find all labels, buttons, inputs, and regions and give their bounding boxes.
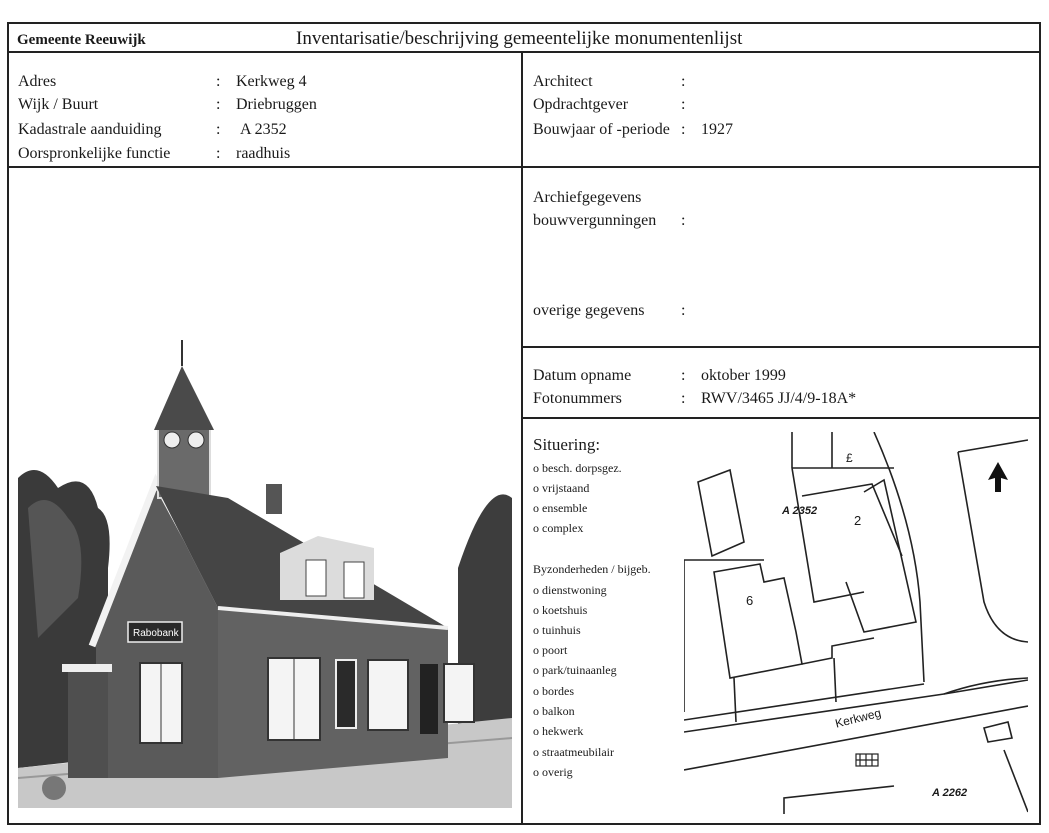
municipality-label: Gemeente Reeuwijk: [17, 32, 146, 48]
byz-item-label: tuinhuis: [542, 623, 581, 637]
byz-item: o hekwerk: [533, 724, 584, 738]
parcel-number-bottom: A 2262: [932, 787, 968, 799]
kadastrale-label: Kadastrale aanduiding: [18, 121, 162, 138]
byz-item: o koetshuis: [533, 603, 588, 617]
header-divider: [7, 51, 1041, 53]
datum-label: Datum opname: [533, 367, 632, 384]
architect-label: Architect: [533, 73, 593, 90]
overige-label: overige gegevens: [533, 302, 645, 319]
byz-item-label: balkon: [542, 704, 575, 718]
byz-item: o overig: [533, 765, 573, 779]
colon: :: [216, 145, 221, 162]
colon: :: [681, 367, 686, 384]
bouwvergunningen-label: bouwvergunningen: [533, 212, 657, 229]
byz-item: o bordes: [533, 684, 574, 698]
byz-item: o park/tuinaanleg: [533, 663, 617, 677]
cadastral-map-drawing: [684, 432, 1028, 814]
bank-sign-text: Rabobank: [133, 628, 179, 639]
situering-item: o complex: [533, 521, 584, 535]
byz-item-label: poort: [542, 643, 568, 657]
byz-item-label: park/tuinaanleg: [542, 663, 617, 677]
kadastrale-value: A 2352: [240, 121, 287, 138]
byz-item: o dienstwoning: [533, 583, 607, 597]
colon: :: [216, 96, 221, 113]
colon: :: [216, 73, 221, 90]
situering-item-label: besch. dorpsgez.: [542, 461, 622, 475]
byz-item-label: overig: [542, 765, 573, 779]
adres-value: Kerkweg 4: [236, 73, 307, 90]
colon: :: [681, 73, 686, 90]
colon: :: [681, 96, 686, 113]
colon: :: [681, 212, 686, 229]
byz-item-label: hekwerk: [542, 724, 584, 738]
situering-item: o vrijstaand: [533, 481, 590, 495]
street-label: Kerkweg: [833, 705, 883, 731]
bridge-symbol: [856, 754, 878, 766]
building-photo-drawing: [18, 338, 512, 808]
byz-item: o balkon: [533, 704, 575, 718]
situering-item-label: vrijstaand: [542, 481, 590, 495]
functie-value: raadhuis: [236, 145, 291, 162]
archief-divider: [521, 346, 1041, 348]
info-divider: [7, 166, 1041, 168]
colon: :: [681, 121, 686, 138]
byz-item: o tuinhuis: [533, 623, 581, 637]
situering-item-label: ensemble: [542, 501, 588, 515]
situering-item-label: complex: [542, 521, 584, 535]
cadastral-map: [684, 432, 1028, 814]
document-title: Inventarisatie/beschrijving gemeentelijke monumentenlijst: [296, 28, 743, 49]
foto-label: Fotonummers: [533, 390, 622, 407]
situering-item: o besch. dorpsgez.: [533, 461, 622, 475]
house-number-6: 6: [746, 593, 754, 608]
wijk-label: Wijk / Buurt: [18, 96, 99, 113]
colon: :: [216, 121, 221, 138]
parcel-number-label: A 2352: [782, 505, 818, 517]
byz-item-label: koetshuis: [542, 603, 588, 617]
byz-item: o poort: [533, 643, 568, 657]
byz-item: o straatmeubilair: [533, 745, 614, 759]
byz-item-label: straatmeubilair: [542, 745, 614, 759]
byzonderheden-heading: Byzonderheden / bijgeb.: [533, 562, 651, 576]
bouwjaar-value: 1927: [701, 121, 733, 138]
adres-label: Adres: [18, 73, 57, 90]
byz-item-label: bordes: [542, 684, 574, 698]
opname-divider: [521, 417, 1041, 419]
building-photo: [18, 338, 512, 808]
bouwjaar-label: Bouwjaar of -periode: [533, 121, 670, 138]
house-number-2: 2: [854, 513, 862, 528]
opdrachtgever-label: Opdrachtgever: [533, 96, 629, 113]
functie-label: Oorspronkelijke functie: [18, 145, 171, 162]
situering-item: o ensemble: [533, 501, 588, 515]
datum-value: oktober 1999: [701, 367, 786, 384]
colon: :: [681, 390, 686, 407]
situering-heading: Situering:: [533, 435, 601, 454]
colon: :: [681, 302, 686, 319]
archief-label: Archiefgegevens: [533, 189, 642, 206]
foto-value: RWV/3465 JJ/4/9-18A*: [701, 390, 857, 407]
byz-item-label: dienstwoning: [542, 583, 607, 597]
wijk-value: Driebruggen: [236, 96, 317, 113]
house-number-top: £: [846, 451, 853, 465]
north-arrow-icon: [988, 462, 1008, 492]
